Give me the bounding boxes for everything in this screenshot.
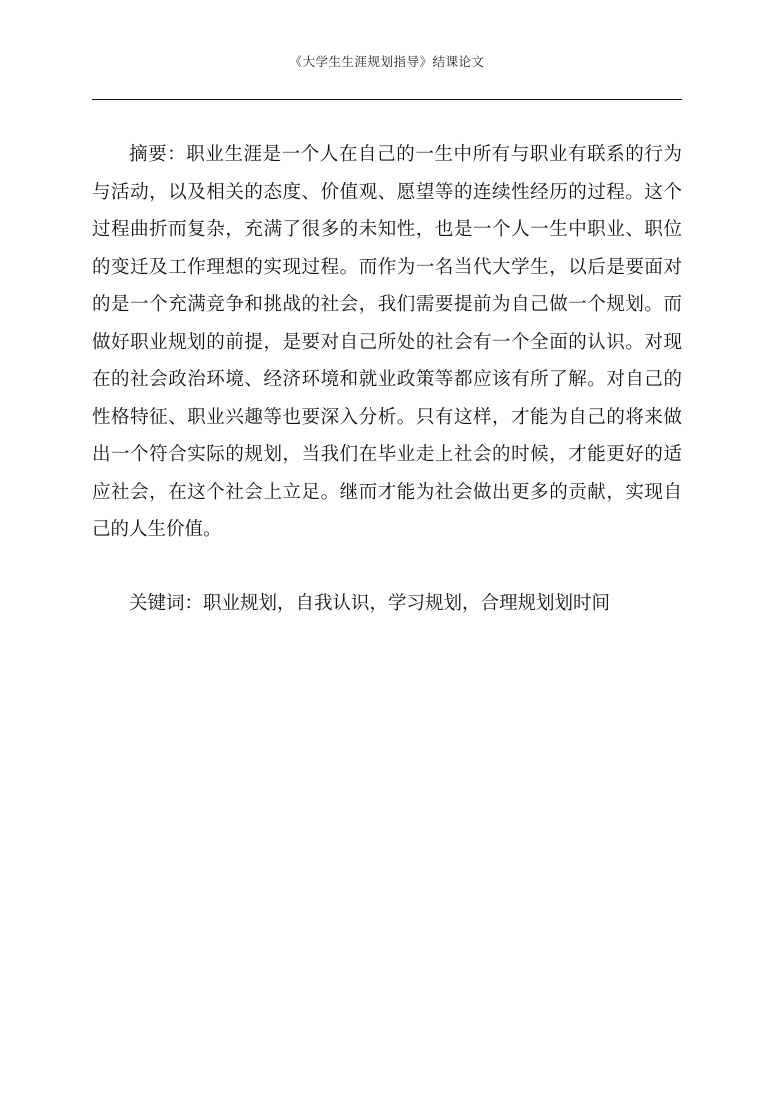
keywords-text: 职业规划，自我认识，学习规划，合理规划划时间 xyxy=(203,592,611,614)
keywords-label: 关键词： xyxy=(129,592,204,614)
header-rule xyxy=(92,99,682,100)
page-header xyxy=(0,52,774,70)
keywords-paragraph xyxy=(92,585,682,623)
header-title: 《大学生生涯规划指导》结课论文 xyxy=(289,54,485,69)
abstract-label: 摘要： xyxy=(129,144,187,165)
abstract-text: 职业生涯是一个人在自己的一生中所有与职业有联系的行为与活动，以及相关的态度、价值观、愿望等的连续性经历的过程。这个过程曲折而复杂，充满了很多的未知性，也是一个人一生中职业、职位的变迁及工作理想的实现过程。而作为一名当代大学生，以后是要面对的是一个充满竞争和挑战的社会，我们需要提前为自己做一个规划。而做好职业规划的前提，是要对自己所处的社会有一个全面的认识。对现在的社会政治环境、经济环境和就业政策等都应该有所了解。对自己的性格特征、职业兴趣等也要深入分析。只有这样，才能为自己的将来做出一个符合实际的规划，当我们在毕业走上社会的时候，才能更好的适应社会，在这个社会上立足。继而才能为社会做出更多的贡献，实现自己的人生价值。 xyxy=(92,144,682,540)
page-content xyxy=(92,136,682,622)
abstract-paragraph xyxy=(92,136,682,549)
